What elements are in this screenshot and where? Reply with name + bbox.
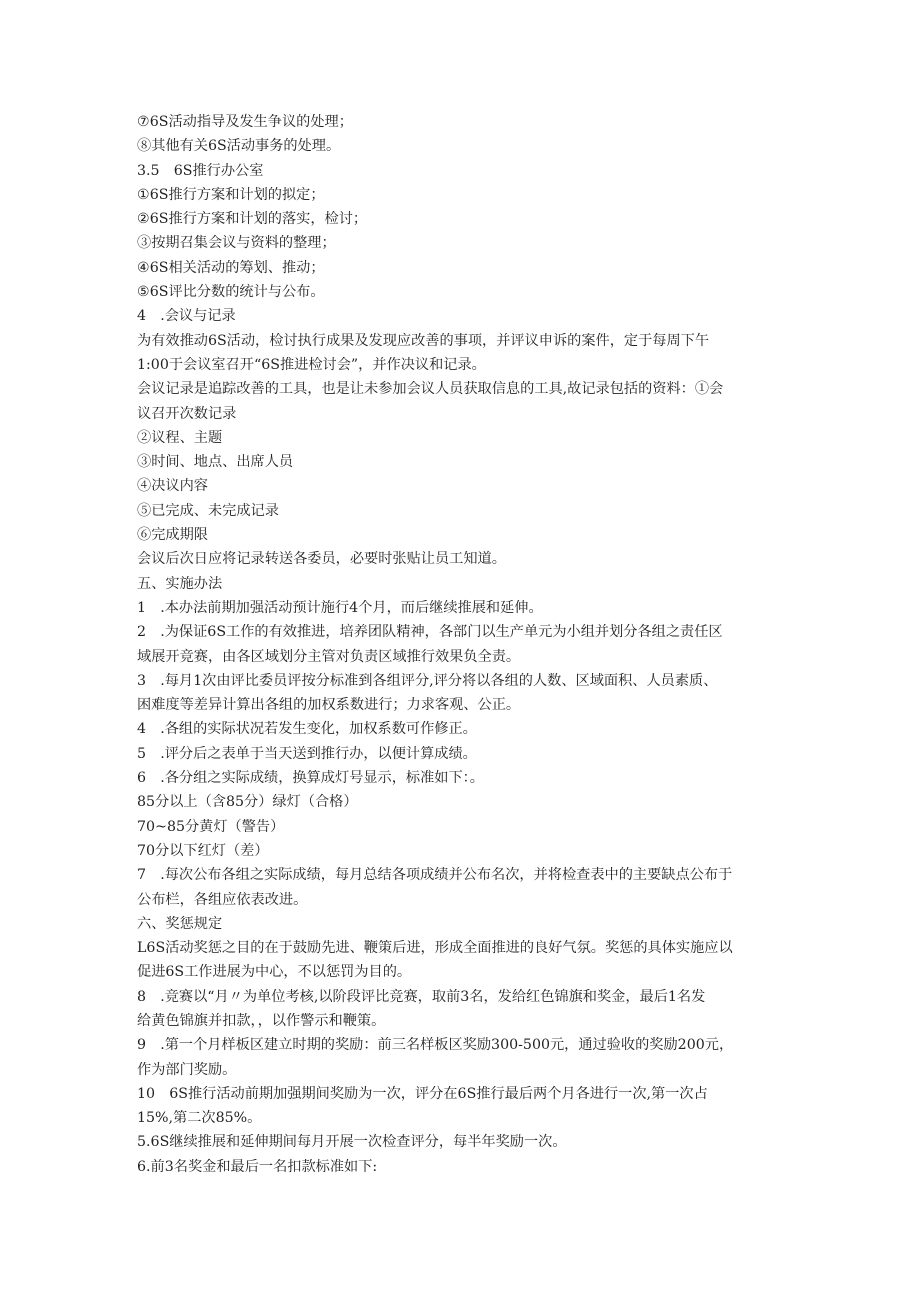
text-line: L6S活动奖惩之目的在于鼓励先进、鞭策后进，形成全面推进的良好气氛。奖惩的具体实施应以 (137, 940, 733, 957)
text-line: 议召开次数记录 (137, 405, 237, 422)
text-line: 给黄色锦旗并扣款，，以作警示和鞭策。 (137, 1012, 386, 1029)
text-line: 困难度等差异计算出各组的加权系数进行；力求客观、公正。 (137, 697, 521, 714)
text-line: ④决议内容 (137, 478, 208, 495)
text-line: ②6S推行方案和计划的落实，检讨； (137, 211, 368, 228)
text-line: ⑧其他有关6S活动事务的处理。 (137, 138, 341, 155)
text-line: ③时间、地点、出席人员 (137, 454, 294, 471)
text-line: 5 .评分后之表单于当天送到推行办，以便计算成绩。 (137, 745, 477, 762)
document-body (137, 110, 787, 1179)
text-line: 作为部门奖励。 (137, 1061, 237, 1078)
text-line: 8 .竞赛以“月〃为单位考核,以阶段评比竞赛，取前3名，发给红色锦旗和奖金，最后1名发 (137, 988, 706, 1005)
text-line: ⑦6S活动指导及发生争议的处理； (137, 114, 353, 130)
section-heading: 六、奖惩规定 (137, 915, 223, 932)
text-line: 15%,第二次85%。 (137, 1110, 262, 1127)
text-line: 2 .为保证6S工作的有效推进，培养团队精神，各部门以生产单元为小组并划分各组之责任区 (137, 624, 723, 641)
text-line: ①6S推行方案和计划的拟定； (137, 186, 325, 203)
text-line: 会议后次日应将记录转送各委员，必要时张贴让员工知道。 (137, 551, 506, 568)
text-line: 1:00于会议室召开“6S推进检讨会”，并作决议和记录。 (137, 356, 486, 373)
text-line: 1 .本办法前期加强活动预计施行4个月，而后继续推展和延伸。 (137, 599, 543, 616)
text-line: ⑥完成期限 (137, 527, 208, 544)
text-line: 促进6S工作进展为中心，不以惩罚为目的。 (137, 964, 412, 981)
text-line: 会议记录是追踪改善的工具，也是让未参加会议人员获取信息的工具,故记录包括的资料：①会 (137, 381, 724, 398)
text-line: 70分以下红灯（差） (137, 842, 269, 859)
section-heading: 五、实施办法 (137, 575, 223, 592)
text-line: 3 .每月1次由评比委员评按分标准到各组评分,评分将以各组的人数、区域面积、人员素质、 (137, 672, 718, 689)
text-line: 公布栏，各组应依表改进。 (137, 891, 308, 908)
section-heading: 4 .会议与记录 (137, 308, 236, 325)
text-line: ⑤已完成、未完成记录 (137, 502, 279, 519)
text-line: 85分以上（含85分）绿灯（合格） (137, 794, 358, 811)
text-line: 4 .各组的实际状况若发生变化，加权系数可作修正。 (137, 721, 477, 738)
text-line: 6 .各分组之实际成绩，换算成灯号显示，标准如下：。 (137, 770, 484, 787)
text-line: ⑤6S评比分数的统计与公布。 (137, 284, 325, 301)
text-line: ②议程、主题 (137, 429, 223, 446)
text-line: 为有效推动6S活动，检讨执行成果及发现应改善的事项，并评议申诉的案件，定于每周下午 (137, 332, 710, 349)
text-line: 70~85分黄灯（警告） (137, 818, 285, 835)
text-line: 6.前3名奖金和最后一名扣款标准如下: (137, 1158, 378, 1175)
text-line: 9 .第一个月样板区建立时期的奖励：前三名样板区奖励300-500元，通过验收的奖励200元， (137, 1037, 734, 1054)
section-heading: 3.5 6S推行办公室 (137, 162, 264, 179)
text-line: 5.6S继续推展和延伸期间每月开展一次检查评分，每半年奖励一次。 (137, 1134, 567, 1151)
text-line: 域展开竞赛，由各区域划分主管对负责区域推行效果负全责。 (137, 648, 521, 665)
text-line: 10 6S推行活动前期加强期间奖励为一次，评分在6S推行最后两个月各进行一次,第一次占 (137, 1085, 708, 1102)
text-line: ③按期召集会议与资料的整理； (137, 235, 336, 252)
text-line: 7 .每次公布各组之实际成绩，每月总结各项成绩并公布名次，并将检查表中的主要缺点公布于 (137, 867, 733, 884)
text-line: ④6S相关活动的筹划、推动； (137, 259, 325, 276)
